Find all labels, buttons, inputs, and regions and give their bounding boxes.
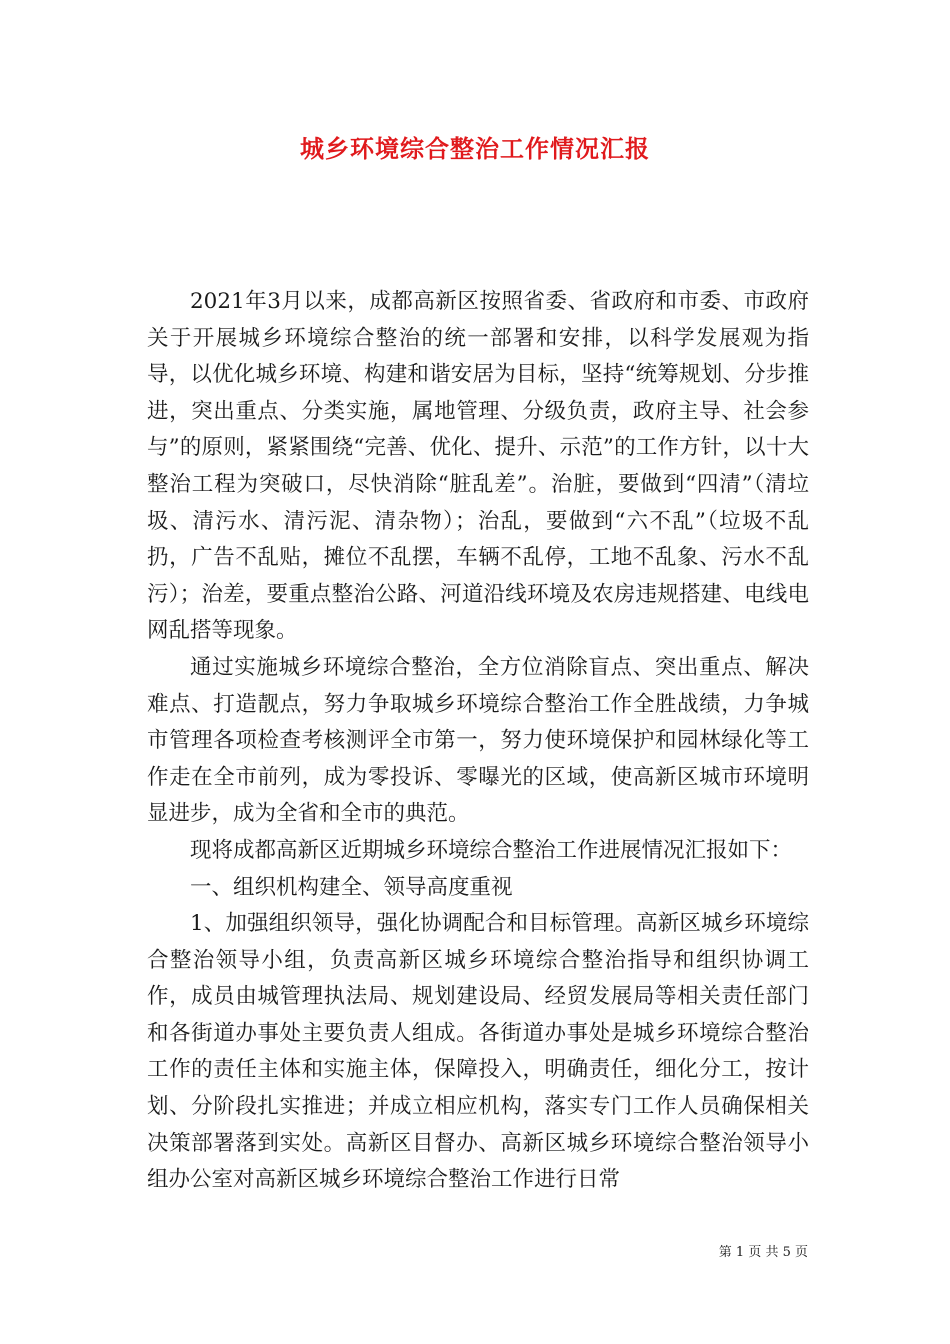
paragraph-section-1-item-1: 1、加强组织领导，强化协调配合和目标管理。高新区城乡环境综合整治领导小组，负责高新区城乡环境综合整治指导和组织协调工作，成员由城管理执法局、规划建设局、经贸发展局等相关责任部门和各街道办事处主要负责人组成。各街道办事处是城乡环境综合整治工作的责任主体和实施主体，保障投入，明确责任，细化分工，按计划、分阶段扎实推进；并成立相应机构，落实专门工作人员确保相关决策部署落到实处。高新区目督办、高新区城乡环境综合整治领导小组办公室对高新区城乡环境综合整治工作进行日常 [147,911,809,1193]
paragraph-goals: 通过实施城乡环境综合整治，全方位消除盲点、突出重点、解决难点、打造靓点，努力争取城乡环境综合整治工作全胜战绩，力争城市管理各项检查考核测评全市第一，努力使环境保护和园林绿化等工作走在全市前列，成为零投诉、零曝光的区域，使高新区城市环境明显进步，成为全省和全市的典范。 [147,654,809,827]
page-number: 第 1 页 共 5 页 [718,1245,808,1260]
paragraph-intro: 2021年3月以来，成都高新区按照省委、省政府和市委、市政府关于开展城乡环境综合整治的统一部署和安排，以科学发展观为指导，以优化城乡环境、构建和谐安居为目标，坚持“统筹规划、分步推进，突出重点、分类实施，属地管理、分级负责，政府主导、社会参与”的原则，紧紧围绕“完善、优化、提升、示范”的工作方针，以十大整治工程为突破口，尽快消除“脏乱差”。治脏，要做到“四清”（清垃圾、清污水、清污泥、清杂物）；治乱，要做到“六不乱”（垃圾不乱扔，广告不乱贴，摊位不乱摆，车辆不乱停，工地不乱象、污水不乱污）；治差，要重点整治公路、河道沿线环境及农房违规搭建、电线电网乱搭等现象。 [147,289,809,644]
document-title: 城乡环境综合整治工作情况汇报 [300,134,650,163]
paragraph-report-lead: 现将成都高新区近期城乡环境综合整治工作进展情况汇报如下： [190,837,793,863]
document-body [147,284,809,1199]
section-heading-1: 一、组织机构建全、领导高度重视 [190,874,513,900]
